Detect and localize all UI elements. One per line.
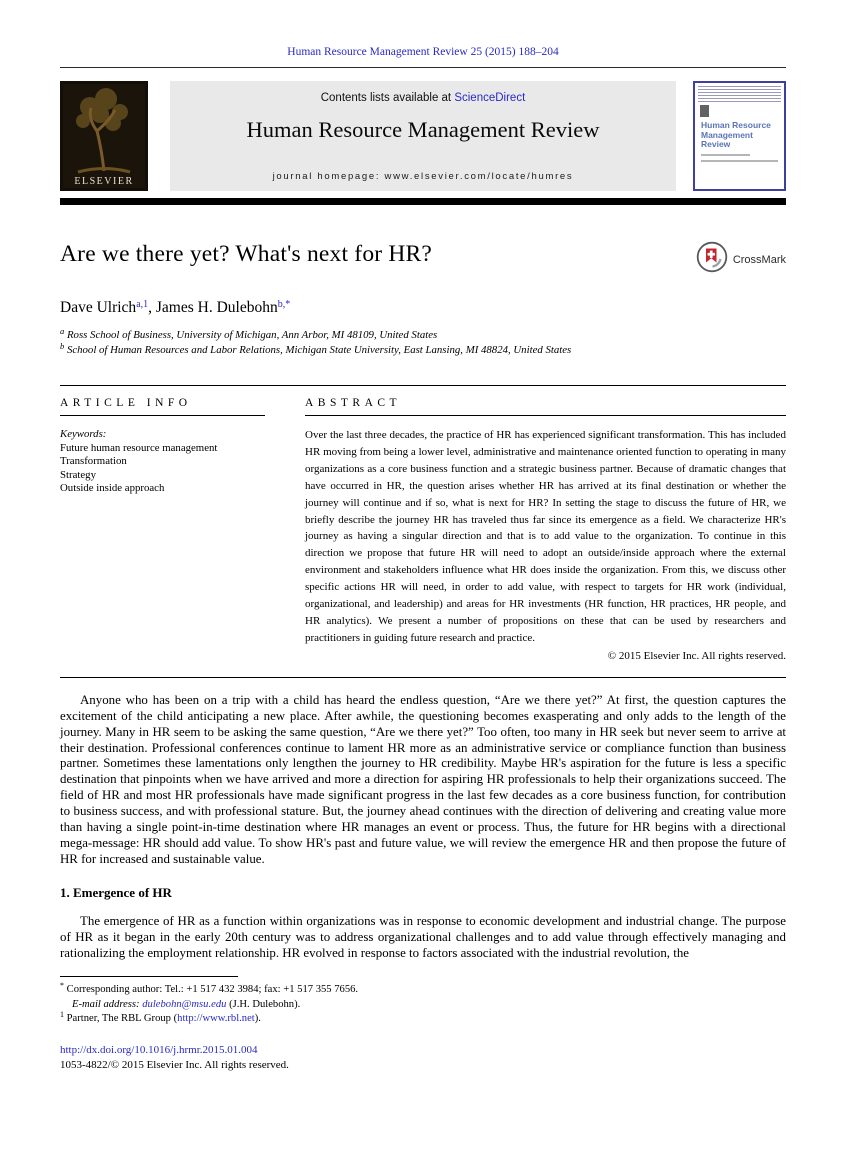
abstract-rights: © 2015 Elsevier Inc. All rights reserved. [607, 649, 786, 662]
abstract-divider [305, 415, 786, 416]
page-footer [60, 1043, 289, 1073]
header-gray-panel [170, 81, 676, 191]
rbl-link[interactable]: http://www.rbl.net [177, 1013, 255, 1025]
journal-citation-link[interactable]: Human Resource Management Review 25 (2015) 188–204 [287, 46, 559, 58]
abstract-text: Over the last three decades, the practice of HR has experienced significant transformation. This has included HR moving from being a lower level, administrative and maintenance oriented function to operating in many organizations as a core business function and a strategic business partner. Because of dramatic changes that have occurred in HR, the question arises whether HR has arrived at its final destination or whether the journey will continue and if so, what is next for HR? In setting the stage to discuss the future of HR, we briefly describe the journey HR has traveled thus far since its emergence as a field. We characterize HR's journey as having a singular direction and that is to add value to the organization. To continue in this direction we propose that future HR will need to adopt an outside/inside approach where the external environment and stakeholders influence what HR does inside the organization. From this, we discuss other specific actions HR will need, in order to add value, with respect to targets for HR work (individual, organizational, and leadership) and areas for HR investments (HR function, HR practices, HR people, and HR analytics). We present a number of propositions on these that can be used by researchers and practitioners in guiding future research and practice. [305, 429, 786, 644]
email-label: E-mail address: [72, 998, 143, 1010]
affiliation-text: School of Human Resources and Labor Relations, Michigan State University, East Lansing, MI 48824, United States [64, 344, 572, 356]
keyword-item: Transformation [60, 455, 127, 467]
keywords-label: Keywords: [60, 428, 107, 440]
journal-cover-thumbnail[interactable] [693, 81, 786, 191]
section-heading: 1. Emergence of HR [60, 884, 172, 900]
header-black-bar [60, 198, 786, 205]
abstract-column [305, 386, 786, 662]
affiliation-line [60, 328, 786, 343]
keyword-item: Strategy [60, 468, 96, 481]
cover-pinstripes [698, 86, 781, 102]
footnote-num-marker: 1 [60, 1010, 64, 1020]
email-link[interactable]: dulebohn@msu.edu [142, 998, 227, 1010]
keyword-item: Future human resource management [60, 441, 218, 454]
article-title: Are we there yet? What's next for HR? [60, 241, 433, 267]
author-superscript[interactable]: b,* [277, 299, 291, 310]
keyword-item: Outside inside approach [60, 482, 165, 494]
elsevier-wordmark: ELSEVIER [74, 176, 134, 187]
crossmark-icon [696, 241, 728, 278]
cover-editor-bar [701, 154, 750, 156]
footnote-star-marker: * [60, 981, 64, 991]
partner-suffix: ). [254, 1013, 261, 1025]
contents-line-text: Contents lists available at [320, 92, 455, 104]
info-abstract-section [60, 386, 786, 662]
partner-text: Partner, The RBL Group ( [64, 1013, 178, 1025]
footnote-partner [60, 1012, 786, 1026]
article-body [60, 693, 786, 962]
abstract-bottom-divider [60, 677, 786, 678]
affiliation-marker: b [60, 341, 65, 351]
top-rule-divider [60, 67, 786, 68]
article-info-column [60, 386, 265, 662]
journal-citation [60, 46, 786, 58]
body-paragraph: Anyone who has been on a trip with a child has heard the endless question, “Are we there yet?” At first, the question captures the excitement of the child anticipating a new place. After awhile, the questioning becomes exasperating and only adds to the length of the journey. Many in HR seem to be asking the same question, “Are we there yet?” Too often, too many in HR seek but never seem to arrive at their destination. Professional conferences continue to lament HR more as an administrative service or compliance function than business partner. Sometimes these lamentations only lengthen the journey to HR credibility. Maybe HR's aspiration for the future is less a specific destination that pinpoints when we have arrived and more a direction for aspiring HR professionals to help their organizations succeed. The field of HR and most HR professionals have made significant progress in the last few decades as a core business function, for contribution to business success, and with professional stature. But, the journey ahead continues with the direction of delivering and creating value more than having a single point-in-time destination where HR manages an event or process. Thus, the future for HR begins with a directional mega-message: HR should add value. To show HR's past and future value, we will review the emergence HR and then propose the future of HR for increased and sustainable value. [60, 692, 786, 866]
authors-line [60, 299, 786, 317]
cover-editor-bar [701, 160, 778, 162]
abstract-heading: ABSTRACT [305, 397, 402, 409]
affiliation-marker: a [60, 326, 65, 336]
article-info-divider [60, 415, 265, 416]
crossmark-label: CrossMark [732, 253, 786, 266]
footnote-corresponding [60, 983, 786, 997]
contents-line [170, 92, 676, 104]
author-separator: , [148, 299, 156, 316]
journal-homepage-link[interactable]: journal homepage: www.elsevier.com/locate/humres [272, 171, 574, 182]
body-paragraph: The emergence of HR as a function within organizations was in response to economic development and industrial change. The purpose of HR as it began in the early 20th century was to address organizational challenges and to add value through effectively managing and rationalizing the employment relationship. HR evolved in response to factors associated with the industrial revolution, the [60, 913, 786, 960]
issn-rights-line: 1053-4822/© 2015 Elsevier Inc. All rights reserved. [60, 1059, 289, 1071]
affiliations [60, 328, 786, 358]
affiliation-line [60, 343, 786, 358]
author-superscript[interactable]: a,1 [136, 299, 149, 310]
footnote-corresponding-text: Corresponding author: Tel.: +1 517 432 3984; fax: +1 517 355 7656. [64, 984, 359, 996]
cover-title: Human Resource Management Review [701, 120, 771, 149]
affiliation-text: Ross School of Business, University of Michigan, Ann Arbor, MI 48109, United States [64, 329, 438, 341]
elsevier-tree-icon [60, 81, 148, 191]
title-row [60, 241, 786, 278]
elsevier-logo[interactable] [60, 81, 148, 191]
sciencedirect-link[interactable]: ScienceDirect [454, 92, 526, 104]
journal-header-band [60, 81, 786, 191]
article-info-heading: ARTICLE INFO [60, 397, 192, 409]
footnote-email [60, 998, 786, 1012]
cover-colophon-mark [700, 105, 709, 117]
author-name: James H. Dulebohn [155, 299, 278, 316]
footnote-divider [60, 976, 238, 977]
footnotes-block [60, 976, 786, 1026]
email-suffix: (J.H. Dulebohn). [226, 998, 301, 1010]
doi-link[interactable]: http://dx.doi.org/10.1016/j.hrmr.2015.01.004 [60, 1044, 258, 1056]
crossmark-badge[interactable] [696, 241, 786, 278]
author-name: Dave Ulrich [60, 299, 137, 316]
journal-title: Human Resource Management Review [246, 117, 600, 142]
